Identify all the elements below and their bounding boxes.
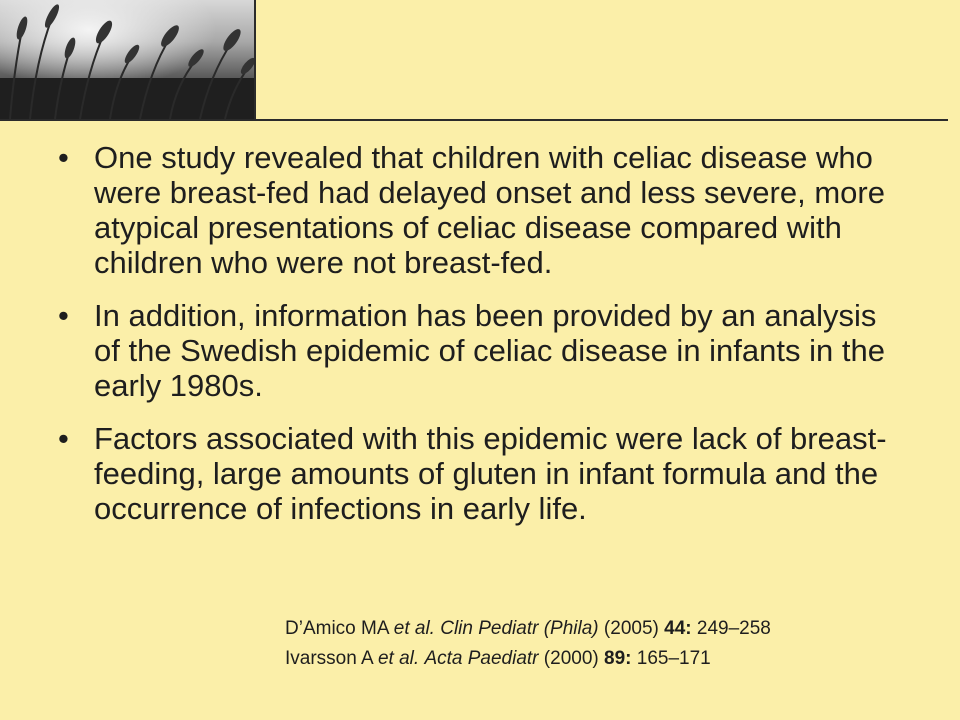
ref-etal: et al. [377, 648, 420, 669]
bullet-item [58, 140, 908, 280]
bullet-text: One study revealed that children with celiac disease who were breast-fed had delayed onset and less severe, more atypical presentations of celiac disease compared with children who were not breast-fed. [94, 140, 885, 280]
bullet-text: Factors associated with this epidemic were lack of breast-feeding, large amounts of gluten in infant formula and the occurrence of infections in early life. [94, 421, 887, 526]
bullet-text: In addition, information has been provided by an analysis of the Swedish epidemic of celiac disease in infants in the early 1980s. [94, 298, 885, 403]
reference-line [285, 644, 925, 674]
ref-volume: 89: [604, 648, 632, 669]
bullet-item [58, 421, 908, 526]
wheat-field-image [0, 0, 254, 119]
ref-pages: 165–171 [631, 648, 711, 669]
ref-pages: 249–258 [691, 618, 771, 639]
ref-volume: 44: [664, 618, 692, 639]
ref-journal: Clin Pediatr (Phila) [440, 618, 599, 639]
bullet-list [58, 140, 908, 544]
ref-author: Ivarsson A [285, 648, 378, 669]
slide-right-edge [948, 0, 960, 720]
bullet-marker: • [58, 421, 69, 456]
ref-year: (2005) [598, 618, 665, 639]
bullet-item [58, 298, 908, 403]
references [285, 614, 925, 674]
ref-etal: et al. [393, 618, 435, 639]
ref-journal: Acta Paediatr [424, 648, 539, 669]
ref-year: (2000) [538, 648, 604, 669]
bullet-marker: • [58, 298, 69, 333]
bullet-marker: • [58, 140, 69, 175]
ref-author: D’Amico MA [285, 618, 394, 639]
header-vertical-rule [254, 0, 256, 120]
header-horizontal-rule [0, 119, 960, 121]
wheat-field-graphic [0, 0, 254, 119]
reference-line [285, 614, 925, 644]
